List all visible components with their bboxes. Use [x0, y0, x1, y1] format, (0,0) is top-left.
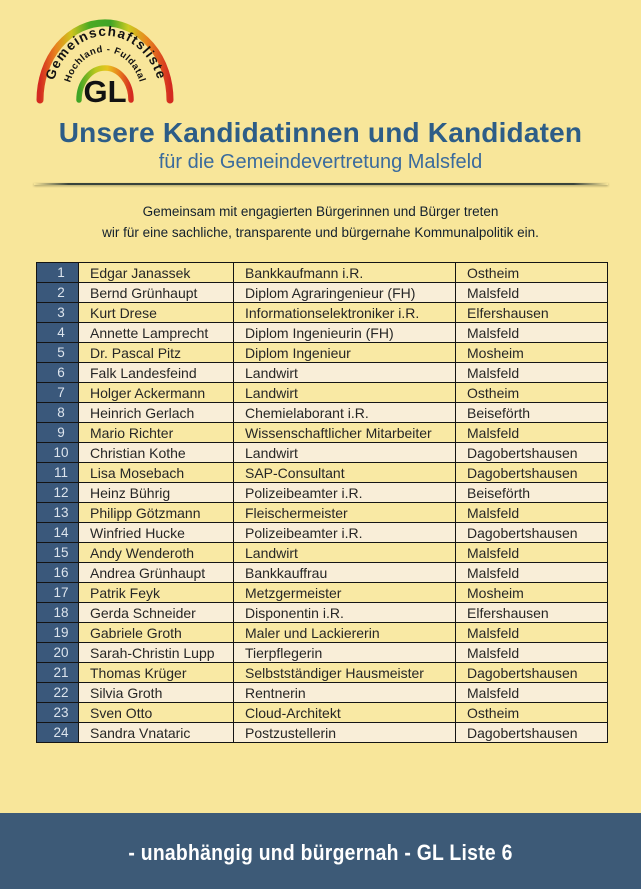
row-pos: 6: [37, 363, 79, 383]
row-town: Ostheim: [456, 383, 608, 403]
row-pos: 17: [37, 583, 79, 603]
row-name: Falk Landesfeind: [79, 363, 234, 383]
row-name: Heinrich Gerlach: [79, 403, 234, 423]
row-profession: Diplom Ingenieurin (FH): [234, 323, 456, 343]
row-pos: 2: [37, 283, 79, 303]
row-name: Gabriele Groth: [79, 623, 234, 643]
table-row: [37, 283, 608, 303]
row-name: Lisa Mosebach: [79, 463, 234, 483]
table-row: [37, 303, 608, 323]
row-town: Malsfeld: [456, 683, 608, 703]
row-town: Dagobertshausen: [456, 443, 608, 463]
row-profession: Cloud-Architekt: [234, 703, 456, 723]
row-pos: 9: [37, 423, 79, 443]
row-name: Philipp Götzmann: [79, 503, 234, 523]
row-pos: 1: [37, 263, 79, 283]
row-town: Mosheim: [456, 343, 608, 363]
row-profession: Chemielaborant i.R.: [234, 403, 456, 423]
table-row: [37, 423, 608, 443]
table-row: [37, 543, 608, 563]
row-profession: Informationselektroniker i.R.: [234, 303, 456, 323]
row-pos: 8: [37, 403, 79, 423]
row-pos: 22: [37, 683, 79, 703]
row-name: Gerda Schneider: [79, 603, 234, 623]
row-town: Malsfeld: [456, 643, 608, 663]
table-row: [37, 503, 608, 523]
table-row: [37, 663, 608, 683]
table-row: [37, 583, 608, 603]
row-pos: 21: [37, 663, 79, 683]
table-row: [37, 563, 608, 583]
table-row: [37, 643, 608, 663]
row-town: Beiseförth: [456, 403, 608, 423]
row-profession: Landwirt: [234, 443, 456, 463]
row-profession: Maler und Lackiererin: [234, 623, 456, 643]
row-name: Sarah-Christin Lupp: [79, 643, 234, 663]
candidate-table-body: [37, 263, 608, 743]
row-profession: Bankkauffrau: [234, 563, 456, 583]
row-town: Mosheim: [456, 583, 608, 603]
page-title: Unsere Kandidatinnen und Kandidaten: [58, 117, 583, 148]
table-row: [37, 403, 608, 423]
row-name: Andy Wenderoth: [79, 543, 234, 563]
row-town: Dagobertshausen: [456, 463, 608, 483]
row-pos: 12: [37, 483, 79, 503]
table-row: [37, 263, 608, 283]
row-profession: Rentnerin: [234, 683, 456, 703]
table-row: [37, 363, 608, 383]
gl-party-logo: [34, 12, 176, 110]
candidate-table: [36, 262, 608, 743]
row-name: Annette Lamprecht: [79, 323, 234, 343]
row-town: Elfershausen: [456, 603, 608, 623]
row-profession: Landwirt: [234, 363, 456, 383]
intro-line-2: wir für eine sachliche, transparente und bürgernahe Kommunalpolitik ein.: [102, 225, 539, 240]
row-profession: Diplom Agraringenieur (FH): [234, 283, 456, 303]
row-name: Andrea Grünhaupt: [79, 563, 234, 583]
row-town: Malsfeld: [456, 423, 608, 443]
row-pos: 14: [37, 523, 79, 543]
row-name: Dr. Pascal Pitz: [79, 343, 234, 363]
row-town: Malsfeld: [456, 543, 608, 563]
row-name: Holger Ackermann: [79, 383, 234, 403]
row-profession: Polizeibeamter i.R.: [234, 483, 456, 503]
table-row: [37, 463, 608, 483]
row-town: Dagobertshausen: [456, 523, 608, 543]
row-pos: 24: [37, 723, 79, 743]
row-name: Thomas Krüger: [79, 663, 234, 683]
intro-text: [0, 201, 641, 243]
row-profession: Postzustellerin: [234, 723, 456, 743]
table-row: [37, 683, 608, 703]
row-pos: 18: [37, 603, 79, 623]
logo-monogram: GL: [83, 74, 127, 109]
row-profession: Fleischermeister: [234, 503, 456, 523]
row-name: Winfried Hucke: [79, 523, 234, 543]
row-name: Edgar Janassek: [79, 263, 234, 283]
row-profession: SAP-Consultant: [234, 463, 456, 483]
row-profession: Landwirt: [234, 383, 456, 403]
table-row: [37, 383, 608, 403]
row-pos: 13: [37, 503, 79, 523]
row-name: Bernd Grünhaupt: [79, 283, 234, 303]
row-profession: Landwirt: [234, 543, 456, 563]
row-name: Kurt Drese: [79, 303, 234, 323]
row-pos: 20: [37, 643, 79, 663]
row-profession: Metzgermeister: [234, 583, 456, 603]
row-town: Dagobertshausen: [456, 723, 608, 743]
intro-line-1: Gemeinsam mit engagierten Bürgerinnen und Bürger treten: [142, 204, 499, 219]
table-row: [37, 723, 608, 743]
logo-outer-arc-text: Gemeinschaftsliste: [42, 23, 170, 82]
row-town: Malsfeld: [456, 323, 608, 343]
row-name: Heinz Bührig: [79, 483, 234, 503]
horizontal-divider: [34, 183, 608, 185]
footer-slogan: - unabhängig und bürgernah - GL Liste 6: [128, 840, 513, 865]
row-town: Malsfeld: [456, 363, 608, 383]
page-subtitle: für die Gemeindevertretung Malsfeld: [158, 151, 483, 173]
row-pos: 11: [37, 463, 79, 483]
row-pos: 19: [37, 623, 79, 643]
row-name: Mario Richter: [79, 423, 234, 443]
row-town: Malsfeld: [456, 503, 608, 523]
row-pos: 7: [37, 383, 79, 403]
row-pos: 16: [37, 563, 79, 583]
table-row: [37, 703, 608, 723]
row-name: Christian Kothe: [79, 443, 234, 463]
row-pos: 10: [37, 443, 79, 463]
row-town: Malsfeld: [456, 283, 608, 303]
row-profession: Tierpflegerin: [234, 643, 456, 663]
row-pos: 15: [37, 543, 79, 563]
row-pos: 23: [37, 703, 79, 723]
row-profession: Selbstständiger Hausmeister: [234, 663, 456, 683]
table-row: [37, 323, 608, 343]
row-pos: 5: [37, 343, 79, 363]
row-pos: 3: [37, 303, 79, 323]
row-profession: Wissenschaftlicher Mitarbeiter: [234, 423, 456, 443]
table-row: [37, 443, 608, 463]
row-town: Malsfeld: [456, 563, 608, 583]
row-pos: 4: [37, 323, 79, 343]
row-town: Malsfeld: [456, 623, 608, 643]
row-profession: Diplom Ingenieur: [234, 343, 456, 363]
footer-bar: [0, 813, 641, 889]
row-town: Ostheim: [456, 703, 608, 723]
row-profession: Bankkaufmann i.R.: [234, 263, 456, 283]
row-name: Sven Otto: [79, 703, 234, 723]
row-name: Silvia Groth: [79, 683, 234, 703]
table-row: [37, 343, 608, 363]
table-row: [37, 483, 608, 503]
table-row: [37, 603, 608, 623]
table-row: [37, 523, 608, 543]
row-town: Elfershausen: [456, 303, 608, 323]
row-town: Beiseförth: [456, 483, 608, 503]
table-row: [37, 623, 608, 643]
row-profession: Disponentin i.R.: [234, 603, 456, 623]
row-name: Sandra Vnataric: [79, 723, 234, 743]
row-name: Patrik Feyk: [79, 583, 234, 603]
row-town: Dagobertshausen: [456, 663, 608, 683]
row-town: Ostheim: [456, 263, 608, 283]
logo-inner-arc-text: Hochland - Fuldatal: [62, 43, 148, 84]
row-profession: Polizeibeamter i.R.: [234, 523, 456, 543]
